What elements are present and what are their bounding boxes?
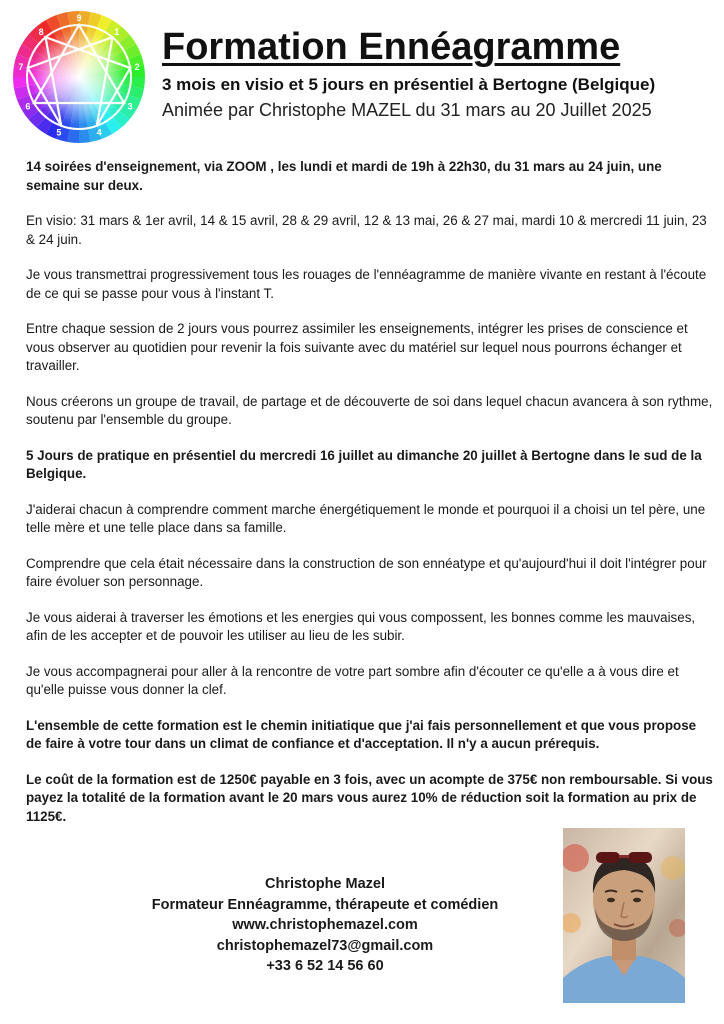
enneagram-number: 1 <box>114 26 120 37</box>
content <box>26 158 714 843</box>
signature-name: Christophe Mazel <box>264 876 386 892</box>
paragraph-emotions: Je vous aiderai à traverser les émotions et les energies qui vous compossent, les bonnes comme les mauvaises, afin de les accepter et de pouvoir les utiliser au lieu de les subir. <box>26 609 696 643</box>
paragraph-transmission: Je vous transmettrai progressivement tous les rouages de l'ennéagramme de manière vivante en restant à l'écoute de ce qui se passe pour vous à l'instant T. <box>26 267 707 301</box>
enneagram-icon <box>12 10 146 144</box>
enneagram-number: 3 <box>127 101 133 112</box>
page-subtitle: 3 mois en visio et 5 jours en présentiel à Bertogne (Belgique) <box>162 75 656 94</box>
enneagram-number: 4 <box>96 127 102 138</box>
portrait-photo <box>563 828 685 1003</box>
paragraph-enneatype: Comprendre que cela était nécessaire dans la construction de son ennéatype et qu'aujourd'hui il doit l'intégrer pour faire évoluer son personnage. <box>26 555 707 589</box>
enneagram-number: 5 <box>56 127 62 138</box>
paragraph-zoom-sessions: 14 soirées d'enseignement, via ZOOM , les lundi et mardi de 19h à 22h30, du 31 mars au 24 juin, une semaine sur deux. <box>26 159 662 193</box>
enneagram-number: 7 <box>18 61 24 72</box>
signature-block <box>130 874 520 977</box>
page-dates: Animée par Christophe MAZEL du 31 mars au 20 Juillet 2025 <box>162 100 652 120</box>
paragraph-price: Le coût de la formation est de 1250€ payable en 3 fois, avec un acompte de 375€ non remboursable. Si vous payez la totalité de la formation avant le 20 mars vous aurez 10% de réduction soit la formation au prix de 1125€. <box>26 771 713 824</box>
paragraph-assimilation: Entre chaque session de 2 jours vous pourrez assimiler les enseignements, intégrer les prises de conscience et vous observer au quotidien pour revenir la fois suivante avec du matériel sur lequel nous pourrons échanger et travailler. <box>26 321 688 373</box>
signature-role: Formateur Ennéagramme, thérapeute et comédien <box>151 896 499 913</box>
enneagram-number: 8 <box>38 26 44 37</box>
page-title: Formation Ennéagramme <box>162 26 621 68</box>
paragraph-group: Nous créerons un groupe de travail, de partage et de découverte de soi dans lequel chacun avancera à son rythme, soutenu par l'ensemble du groupe. <box>26 393 713 427</box>
header <box>162 24 702 122</box>
enneagram-logo <box>12 10 146 144</box>
paragraph-visio-dates: En visio: 31 mars & 1er avril, 14 & 15 avril, 28 & 29 avril, 12 & 13 mai, 26 & 27 mai, mardi 10 & mercredi 11 juin, 23 & 24 juin. <box>26 213 707 247</box>
signature-website[interactable]: www.christophemazel.com <box>232 917 418 933</box>
enneagram-number: 6 <box>25 101 31 112</box>
enneagram-number: 2 <box>134 61 140 72</box>
signature-email[interactable]: christophemazel73@gmail.com <box>216 937 434 954</box>
paragraph-initiatic-path: L'ensemble de cette formation est le chemin initiatique que j'ai fais personnellement et que vous propose de faire à votre tour dans un climat de confiance et d'acceptation. Il n'y a aucun prérequis. <box>26 717 697 751</box>
paragraph-shadow: Je vous accompagnerai pour aller à la rencontre de votre part sombre afin d'écouter ce qu'elle a à vous dire et qu'elle puisse vous donner la clef. <box>26 663 679 697</box>
signature-phone[interactable]: +33 6 52 14 56 60 <box>266 958 384 974</box>
enneagram-number: 9 <box>76 13 82 23</box>
paragraph-energy: J'aiderai chacun à comprendre comment marche énergétiquement le monde et pourquoi il a choisi un tel père, une telle mère et une telle place dans sa famille. <box>26 501 706 535</box>
paragraph-presentiel: 5 Jours de pratique en présentiel du mercredi 16 juillet au dimanche 20 juillet à Bertogne dans le sud de la Belgique. <box>26 447 702 481</box>
